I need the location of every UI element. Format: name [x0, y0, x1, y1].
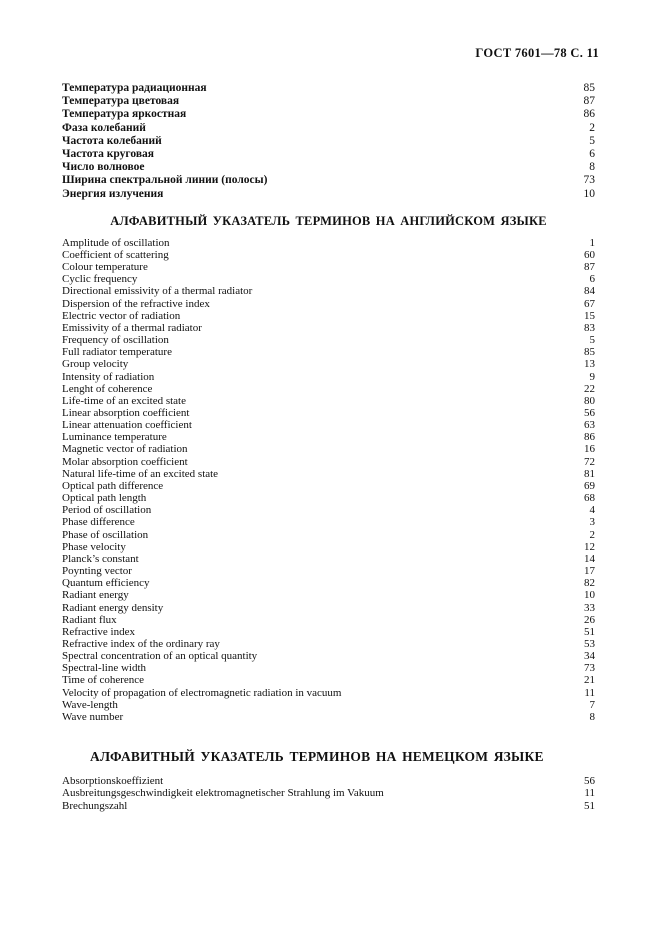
index-row [62, 468, 595, 480]
index-row [62, 662, 595, 674]
index-page-number: 3 [589, 516, 595, 529]
index-page-number: 63 [584, 419, 595, 432]
index-row [62, 383, 595, 395]
index-term: Luminance temperature [62, 431, 167, 444]
index-row [62, 787, 595, 799]
index-term: Period of oscillation [62, 504, 152, 517]
index-term: Directional emissivity of a thermal radiator [62, 285, 253, 298]
index-page-number: 83 [584, 321, 595, 334]
index-row [62, 419, 595, 431]
index-page-number: 34 [584, 650, 595, 663]
index-row [62, 577, 595, 589]
index-page-number: 6 [589, 273, 595, 286]
index-term: Температура цветовая [62, 95, 180, 108]
index-page-number: 84 [584, 285, 595, 298]
index-term: Ausbreitungsgeschwindigkeit elektromagnetischer Strahlung im Vakuum [62, 787, 384, 800]
document-header: ГОСТ 7601—78 С. 11 [475, 46, 599, 60]
index-row [62, 565, 595, 577]
index-term: Wave-length [62, 698, 118, 711]
index-term: Частота колебаний [62, 134, 162, 147]
index-page-number: 5 [589, 134, 595, 147]
index-page-number: 7 [589, 698, 595, 711]
index-page-number: 86 [584, 431, 595, 444]
index-page-number: 8 [589, 161, 595, 174]
index-row [62, 800, 595, 812]
index-term: Spectral concentration of an optical quantity [62, 650, 258, 663]
index-page-number: 12 [584, 540, 595, 553]
index-row [62, 650, 595, 662]
index-page-number: 21 [584, 674, 595, 687]
index-row [62, 310, 595, 322]
index-row [62, 285, 595, 297]
index-page-number: 72 [584, 455, 595, 468]
index-term: Spectral-line width [62, 662, 147, 675]
index-term: Linear attenuation coefficient [62, 419, 192, 432]
index-row [62, 589, 595, 601]
index-page-number: 73 [584, 662, 595, 675]
index-page-number: 5 [589, 334, 595, 347]
page-content [0, 82, 661, 812]
index-term: Full radiator temperature [62, 346, 172, 359]
index-row [62, 334, 595, 346]
index-row [62, 407, 595, 419]
index-row [62, 298, 595, 310]
index-row [62, 148, 595, 161]
index-term: Phase velocity [62, 540, 126, 553]
index-term: Quantum efficiency [62, 577, 150, 590]
index-page-number: 16 [584, 443, 595, 456]
index-term: Emissivity of a thermal radiator [62, 321, 202, 334]
index-row [62, 553, 595, 565]
index-term: Энергия излучения [62, 187, 164, 200]
index-row [62, 82, 595, 95]
index-page-number: 1 [589, 236, 595, 249]
index-term: Radiant energy density [62, 601, 164, 614]
index-page-number: 87 [584, 261, 595, 274]
index-page-number: 11 [584, 787, 595, 800]
index-page-number: 8 [589, 710, 595, 723]
index-term: Radiant flux [62, 613, 117, 626]
index-page-number: 53 [584, 637, 595, 650]
index-row [62, 322, 595, 334]
index-page-number: 10 [584, 589, 595, 602]
index-row [62, 161, 595, 174]
index-term: Natural life-time of an excited state [62, 467, 219, 480]
german-index-heading: АЛФАВИТНЫЙ УКАЗАТЕЛЬ ТЕРМИНОВ НА НЕМЕЦКОМ ЯЗЫКЕ [90, 749, 544, 765]
index-page-number: 33 [584, 601, 595, 614]
index-row [62, 108, 595, 121]
index-term: Velocity of propagation of electromagnetic radiation in vacuum [62, 686, 342, 699]
index-row [62, 492, 595, 504]
index-row [62, 431, 595, 443]
index-term: Dispersion of the refractive index [62, 297, 210, 310]
index-term: Фаза колебаний [62, 121, 146, 134]
index-row [62, 188, 595, 201]
index-term: Температура яркостная [62, 108, 187, 121]
index-term: Absorptionskoeffizient [62, 775, 164, 788]
index-row [62, 529, 595, 541]
index-row [62, 249, 595, 261]
index-row [62, 395, 595, 407]
index-term: Число волновое [62, 161, 145, 174]
index-row [62, 516, 595, 528]
index-term: Brechungszahl [62, 799, 128, 812]
index-page-number: 13 [584, 358, 595, 371]
index-row [62, 504, 595, 516]
index-page-number: 11 [584, 686, 595, 699]
index-row [62, 711, 595, 723]
index-page-number: 4 [589, 504, 595, 517]
index-term: Cyclic frequency [62, 273, 138, 286]
index-row [62, 358, 595, 370]
index-page-number: 85 [583, 82, 595, 94]
index-row [62, 371, 595, 383]
index-term: Planck’s constant [62, 552, 139, 565]
index-page-number: 73 [583, 174, 595, 187]
index-row [62, 638, 595, 650]
index-page-number: 80 [584, 394, 595, 407]
index-page-number: 2 [589, 528, 595, 541]
english-index-heading: АЛФАВИТНЫЙ УКАЗАТЕЛЬ ТЕРМИНОВ НА АНГЛИЙСКОМ ЯЗЫКЕ [110, 213, 547, 228]
index-row [62, 237, 595, 249]
index-page-number: 68 [584, 492, 595, 505]
index-term: Time of coherence [62, 674, 145, 687]
index-term: Amplitude of oscillation [62, 236, 170, 249]
index-row [62, 541, 595, 553]
index-page-number: 56 [584, 775, 595, 788]
index-page-number: 69 [584, 479, 595, 492]
index-row [62, 443, 595, 455]
index-term: Температура радиационная [62, 82, 207, 94]
index-row [62, 95, 595, 108]
index-term: Life-time of an excited state [62, 394, 186, 407]
index-term: Refractive index of the ordinary ray [62, 637, 220, 650]
index-page-number: 6 [589, 148, 595, 161]
index-row [62, 626, 595, 638]
index-term: Optical path difference [62, 479, 164, 492]
index-page-number: 87 [583, 95, 595, 108]
index-term: Colour temperature [62, 261, 148, 274]
index-term: Coefficient of scattering [62, 248, 169, 261]
index-term: Phase difference [62, 516, 135, 529]
index-page-number: 60 [584, 248, 595, 261]
index-row [62, 273, 595, 285]
index-row [62, 614, 595, 626]
index-row [62, 480, 595, 492]
index-row [62, 674, 595, 686]
index-row [62, 456, 595, 468]
index-term: Phase of oscillation [62, 528, 149, 541]
index-page-number: 26 [584, 613, 595, 626]
index-page-number: 51 [584, 799, 595, 812]
index-term: Group velocity [62, 358, 129, 371]
index-term: Intensity of radiation [62, 370, 155, 383]
index-term: Radiant energy [62, 589, 129, 602]
index-term: Molar absorption coefficient [62, 455, 188, 468]
index-term: Ширина спектральной линии (полосы) [62, 174, 268, 187]
index-row [62, 699, 595, 711]
index-page-number: 51 [584, 625, 595, 638]
index-term: Linear absorption coefficient [62, 407, 190, 420]
index-row [62, 122, 595, 135]
index-page-number: 10 [583, 187, 595, 200]
english-index-list [62, 237, 595, 723]
index-page-number: 14 [584, 552, 595, 565]
index-term: Refractive index [62, 625, 135, 638]
index-page-number: 2 [589, 121, 595, 134]
index-page-number: 85 [584, 346, 595, 359]
index-term: Optical path length [62, 492, 147, 505]
index-page-number: 56 [584, 407, 595, 420]
index-row [62, 775, 595, 787]
index-page-number: 17 [584, 565, 595, 578]
index-page-number: 9 [589, 370, 595, 383]
index-page-number: 67 [584, 297, 595, 310]
index-row [62, 687, 595, 699]
index-term: Poynting vector [62, 565, 132, 578]
index-row [62, 261, 595, 273]
index-term: Lenght of coherence [62, 382, 153, 395]
index-term: Частота круговая [62, 148, 155, 161]
index-page-number: 82 [584, 577, 595, 590]
index-row [62, 174, 595, 187]
german-index-list [62, 775, 595, 812]
index-page-number: 15 [584, 309, 595, 322]
index-row [62, 346, 595, 358]
index-page-number: 22 [584, 382, 595, 395]
russian-index-list [62, 82, 595, 201]
index-term: Wave number [62, 710, 124, 723]
index-term: Magnetic vector of radiation [62, 443, 188, 456]
index-row [62, 135, 595, 148]
index-term: Electric vector of radiation [62, 309, 181, 322]
index-page-number: 86 [583, 108, 595, 121]
index-page-number: 81 [584, 467, 595, 480]
index-row [62, 602, 595, 614]
index-term: Frequency of oscillation [62, 334, 169, 347]
